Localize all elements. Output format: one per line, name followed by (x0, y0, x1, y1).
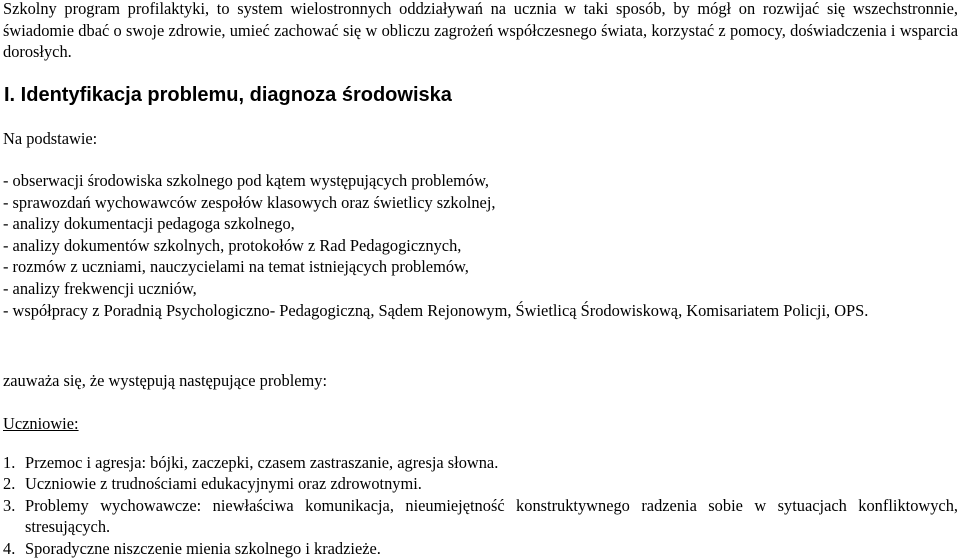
list-item-text: Sporadyczne niszczenie mienia szkolnego i kradzieże. (25, 538, 381, 558)
list-item (3, 538, 958, 559)
basis-list (3, 170, 958, 321)
section-heading: I. Identyfikacja problemu, diagnoza środowiska (4, 84, 452, 106)
list-item (3, 452, 958, 473)
problems-list (3, 452, 958, 559)
basis-item-reports: - sprawozdań wychowawców zespołów klasowych oraz świetlicy szkolnej, (3, 192, 496, 212)
list-item-number: 3. (3, 495, 16, 515)
basis-item-cooperation: - współpracy z Poradnią Psychologiczno- Pedagogiczną, Sądem Rejonowym, Świetlicą Środowiskową, Komisariatem Policji, OPS. (3, 300, 869, 320)
basis-item-attendance: - analizy frekwencji uczniów, (3, 278, 197, 298)
list-item-number: 4. (3, 538, 16, 558)
basis-item-school-docs: - analizy dokumentów szkolnych, protokołów z Rad Pedagogicznych, (3, 235, 462, 255)
list-item-text: Przemoc i agresja: bójki, zaczepki, czasem zastraszanie, agresja słowna. (25, 453, 499, 472)
students-label: Uczniowie: (3, 414, 79, 433)
list-item (3, 495, 958, 538)
list-item-number: 1. (3, 453, 16, 472)
basis-item-pedagogue-docs: - analizy dokumentacji pedagoga szkolnego, (3, 214, 295, 234)
intro-paragraph: Szkolny program profilaktyki, to system wielostronnych oddziaływań na ucznia w taki sposób, by mógł on rozwijać się wszechstronnie, świadomie dbać o swoje zdrowie, umieć zachować się w obliczu zagrożeń współczesnego świata, korzystać z pomocy, doświadczenia i wsparcia dorosłych. (3, 0, 958, 61)
list-item (3, 473, 958, 494)
list-item-text: Problemy wychowawcze: niewłaściwa komunikacja, nieumiejętność konstruktywnego radzenia sobie w sytuacjach konfliktowych, stresujących. (25, 495, 958, 537)
basis-lead: Na podstawie: (3, 129, 98, 148)
list-item-number: 2. (3, 474, 16, 494)
list-item-text: Uczniowie z trudnościami edukacyjnymi oraz zdrowotnymi. (25, 474, 422, 494)
basis-item-observation: - obserwacji środowiska szkolnego pod kątem występujących problemów, (3, 171, 489, 190)
basis-item-conversations: - rozmów z uczniami, nauczycielami na temat istniejących problemów, (3, 257, 469, 277)
problems-note: zauważa się, że występują następujące problemy: (3, 371, 328, 390)
